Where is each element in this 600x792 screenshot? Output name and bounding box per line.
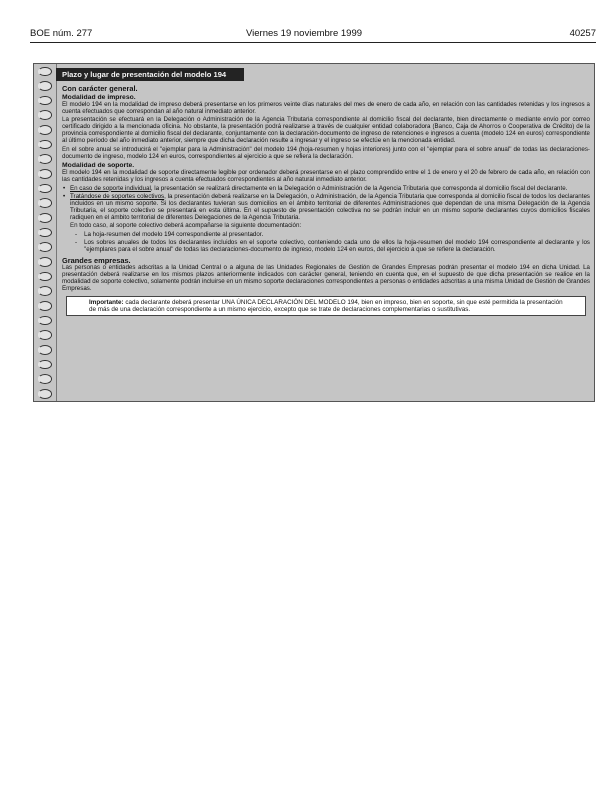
binder-ring-icon <box>38 360 52 370</box>
todo-caso-paragraph: En todo caso, al soporte colectivo deberá acompañarse la siguiente documentación: <box>70 222 302 230</box>
bullet-soporte-individual-text: , la presentación se realizará directamente en la Delegación o Administración de la Agencia Tributaria que corresponda al domicilio fiscal del declarante. <box>150 184 568 192</box>
bullet-soporte-individual <box>70 186 590 193</box>
bullet-soporte-individual-term: En caso de soporte individual <box>70 184 151 192</box>
binder-ring-icon <box>38 228 52 238</box>
dash-item-hoja-resumen: - La hoja-resumen del modelo 194 correspondiente al presentador. <box>84 232 590 239</box>
impreso-paragraph-2: La presentación se efectuará en la Delegación o Administración de la Agencia Tributaria correspondiente al domicilio fiscal del declarante, bien directamente o mediante envío por correo certificado dirigido a la mencionada oficina. No obstante, la presentación podrá realizarse a través de cualquier entidad colaboradora (Banco, Caja de Ahorros o Cooperativa de Crédito) de la provincia correspondiente al domicilio fiscal del declarante, conjuntamente con la declaración-documento de ingreso de retenciones e ingresos a cuenta (modelo 124 en euros) correspondiente al último período del año inmediato anterior, siempre que dicha declaración resulte a ingresar y el ingreso se efectúe en la mencionada entidad. <box>62 116 590 145</box>
binder-ring-icon <box>38 213 52 223</box>
impreso-paragraph-3: En el sobre anual se introducirá el "ejemplar para la Administración" del modelo 194 (hoja-resumen y hojas interiores) junto con el "ejemplar para el sobre anual" de todas las declaraciones-documento de ingreso, modelo 124 en euros, correspondientes al ejercicio a que se refiera la declaración. <box>62 145 590 160</box>
binder-ring-icon <box>38 345 52 355</box>
binder-ring-icon <box>38 374 52 384</box>
page-header <box>30 28 596 43</box>
binder-ring-icon <box>38 301 52 311</box>
section-title: Plazo y lugar de presentación del modelo 194 <box>56 68 244 81</box>
journal-issue: BOE núm. 277 <box>30 28 93 39</box>
binder-ring-icon <box>38 140 52 150</box>
binder-ring-icon <box>38 154 52 164</box>
grandes-empresas-paragraph: Las personas o entidades adscritas a la Unidad Central o a alguna de las Unidades Regionales de Gestión de Grandes Empresas podrán presentar el modelo 194 en dicha Unidad. La presentación deberá realizarse en los mismos plazos anteriormente indicados con carácter general, teniendo en cuenta que, en el supuesto de que dicha presentación se realice en la modalidad de soporte colectivo, solamente podrán incluirse en un mismo soporte declaraciones correspondientes a personas o entidades adscritas a una misma Unidad de Gestión de Grandes Empresas. <box>62 264 590 292</box>
binder-ring-icon <box>38 184 52 194</box>
binder-ring-icon <box>38 389 52 399</box>
binder-ring-icon <box>38 110 52 120</box>
impreso-paragraph-1: El modelo 194 en la modalidad de impreso deberá presentarse en los primeros veinte días naturales del mes de enero de cada año, en relación con las cantidades retenidas y los ingresos a cuenta efectuados que correspondan al año natural inmediato anterior. <box>62 101 590 115</box>
impreso-heading: Modalidad de impreso. <box>62 94 136 101</box>
instructions-box <box>33 63 595 402</box>
binder-ring-icon <box>38 330 52 340</box>
soporte-heading: Modalidad de soporte. <box>62 162 135 170</box>
binder-ring-icon <box>38 242 52 252</box>
general-heading: Con carácter general. <box>62 84 138 93</box>
bullet-soportes-colectivos <box>70 194 590 222</box>
binder-ring-icon <box>38 198 52 208</box>
publication-date: Viernes 19 noviembre 1999 <box>246 28 363 39</box>
binder-ring-icon <box>38 272 52 282</box>
bullet-soportes-colectivos-term: Tratándose de soportes colectivos <box>70 192 165 200</box>
binder-ring-icon <box>38 257 52 267</box>
bullet-soportes-colectivos-text: , la presentación deberá realizarse en la Delegación, o Administración, de la Agencia Tributaria que corresponda al domicilio fiscal de todos los declarantes incluidos en un mismo soporte. Si los declarantes tuvieran sus domicilios en el ámbito territorial de diferentes Administraciones que dependan de una misma Delegación de la Agencia Tributaria, el soporte colectivo se presentará en esta última. En el supuesto de presentación colectiva no se podrán incluir en un mismo soporte declarantes cuyos domicilios fiscales radiquen en el ámbito territorial de diferentes Delegaciones de la Agencia Tributaria. <box>70 192 590 221</box>
important-note <box>66 296 586 316</box>
binder-ring-icon <box>38 125 52 135</box>
page-number: 40257 <box>569 28 596 39</box>
binder-ring-icon <box>38 81 52 91</box>
binder-ring-icon <box>38 169 52 179</box>
important-text: cada declarante deberá presentar UNA ÚNICA DECLARACIÓN DEL MODELO 194, bien en impreso, bien en soporte, sin que esté permitida la presentación de más de una declaración correspondiente a un mismo ejercicio, excepto que se trate de declaraciones complementarias o sustitutivas. <box>89 298 563 314</box>
binder-ring-icon <box>38 96 52 106</box>
grandes-empresas-heading: Grandes empresas. <box>62 256 131 266</box>
binder-ring-icon <box>38 316 52 326</box>
binder-spine <box>34 64 57 401</box>
binder-ring-icon <box>38 67 52 77</box>
soporte-paragraph-1: El modelo 194 en la modalidad de soporte directamente legible por ordenador deberá presentarse en el plazo comprendido entre el 1 de enero y el 20 de febrero de cada año, en relación con las cantidades retenidas y los ingresos a cuenta efectuados correspondientes al año natural inmediato anterior. <box>62 169 590 184</box>
instructions-content <box>56 64 594 401</box>
important-label: Importante: <box>89 298 124 306</box>
binder-ring-icon <box>38 286 52 296</box>
dash-item-sobres-anuales: - Los sobres anuales de todos los declarantes incluidos en el soporte colectivo, conteniendo cada uno de ellos la hoja-resumen del modelo 194 correspondiente al declarante y los "ejemplares para el sobre anual" de todas las declaraciones-documento de ingreso, modelo 124 en euros, del ejercicio a que se refiere la declaración. <box>84 240 590 254</box>
